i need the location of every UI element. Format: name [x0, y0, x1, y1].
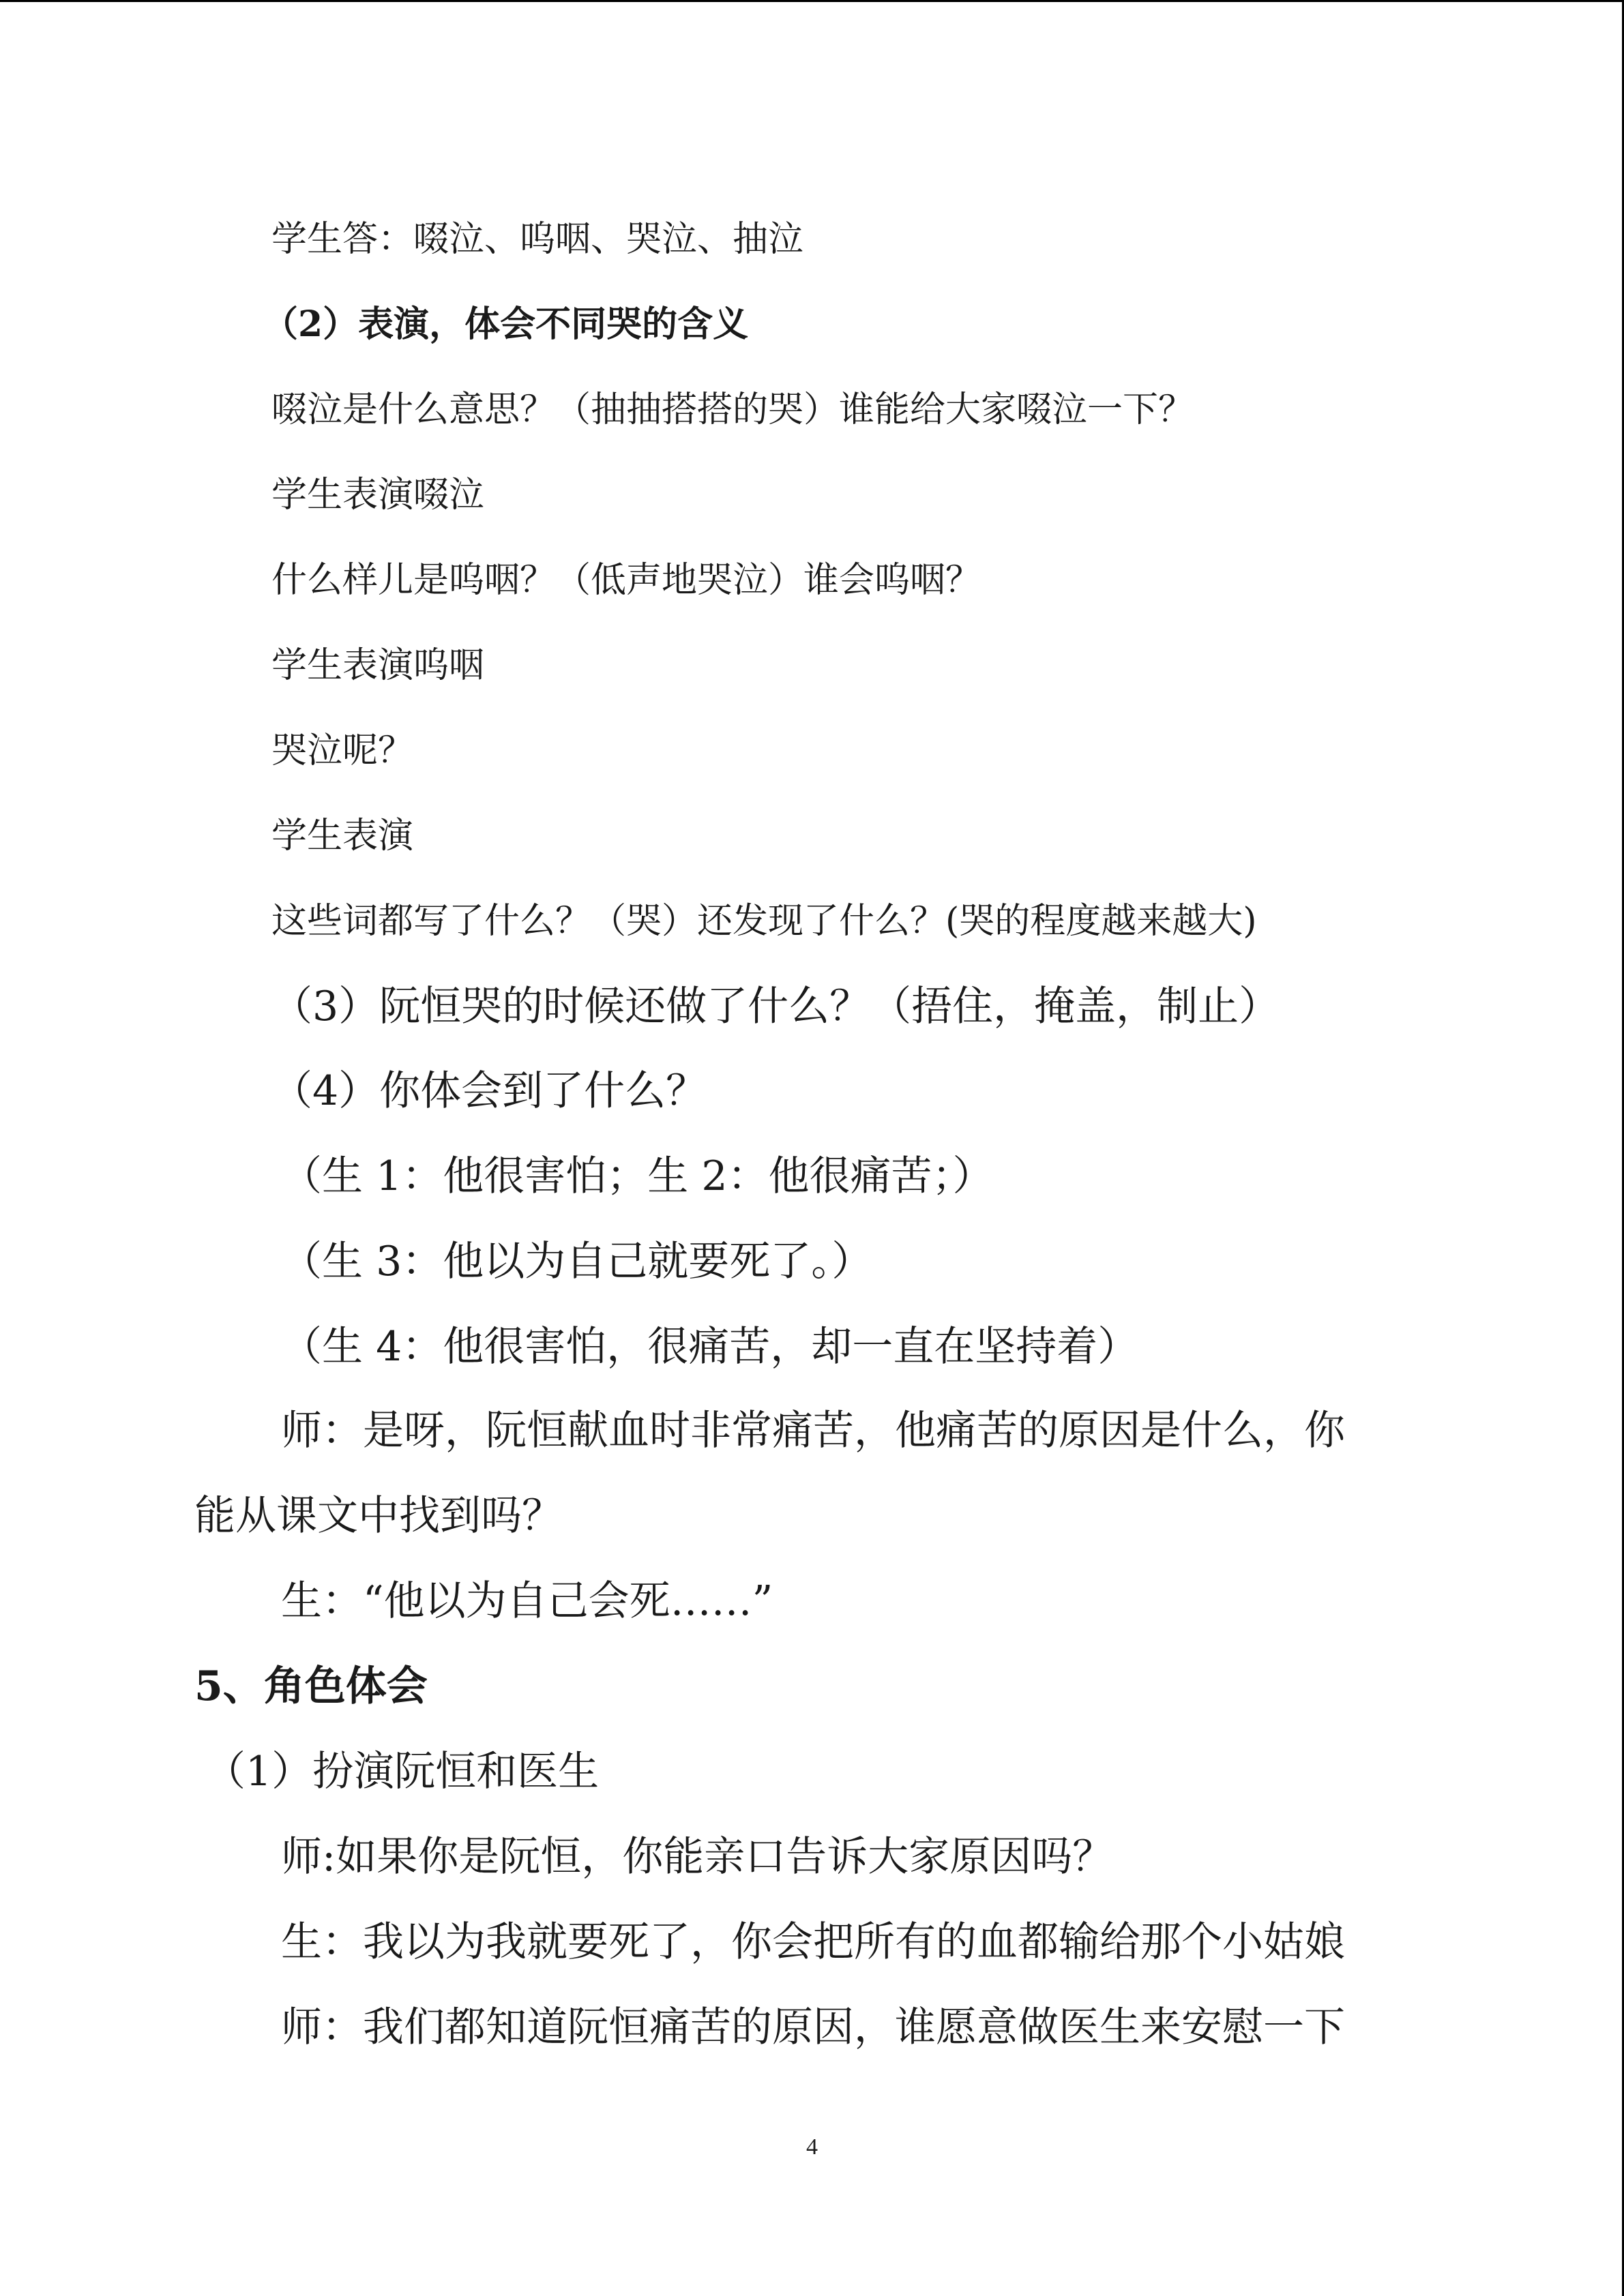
text-line-19: （1）扮演阮恒和医生: [205, 1748, 600, 1795]
text-line-4: 学生表演啜泣: [271, 475, 485, 516]
text-line-9: 这些词都写了什么？（哭）还发现了什么？(哭的程度越来越大): [271, 901, 1257, 942]
subheading-2: （2）表演，体会不同哭的含义: [263, 303, 749, 345]
text-line-1: 学生答：啜泣、呜咽、哭泣、抽泣: [271, 219, 804, 260]
text-line-12: （生 1：他很害怕；生 2：他很痛苦；）: [281, 1152, 994, 1200]
text-line-6: 学生表演呜咽: [271, 645, 485, 686]
page-number: 4: [806, 2134, 818, 2160]
section-heading-5: 5、角色体会: [194, 1663, 428, 1710]
text-line-10: （3）阮恒哭的时候还做了什么？（捂住，掩盖，制止）: [271, 983, 1280, 1030]
text-line-15: 师：是呀，阮恒献血时非常痛苦，他痛苦的原因是什么，你: [281, 1407, 1345, 1455]
page-border-top: [0, 0, 1624, 2]
text-line-3: 啜泣是什么意思？（抽抽搭搭的哭）谁能给大家啜泣一下？: [271, 389, 1194, 430]
text-line-22: 师：我们都知道阮恒痛苦的原因，谁愿意做医生来安慰一下: [281, 2003, 1345, 2051]
text-line-11: （4）你体会到了什么？: [271, 1067, 707, 1115]
text-line-7: 哭泣呢？: [271, 730, 414, 771]
text-line-5: 什么样儿是呜咽？（低声地哭泣）谁会呜咽？: [271, 560, 981, 601]
text-line-17: 生：“他以为自己会死……”: [281, 1577, 773, 1625]
text-line-21: 生：我以为我就要死了，你会把所有的血都输给那个小姑娘: [281, 1918, 1345, 1966]
text-line-14: （生 4：他很害怕，很痛苦，却一直在坚持着）: [281, 1323, 1139, 1371]
text-line-8: 学生表演: [271, 816, 414, 856]
text-line-13: （生 3：他以为自己就要死了。）: [281, 1238, 873, 1285]
text-line-20: 师:如果你是阮恒，你能亲口告诉大家原因吗？: [281, 1833, 1114, 1881]
text-line-16: 能从课文中找到吗？: [194, 1492, 563, 1540]
